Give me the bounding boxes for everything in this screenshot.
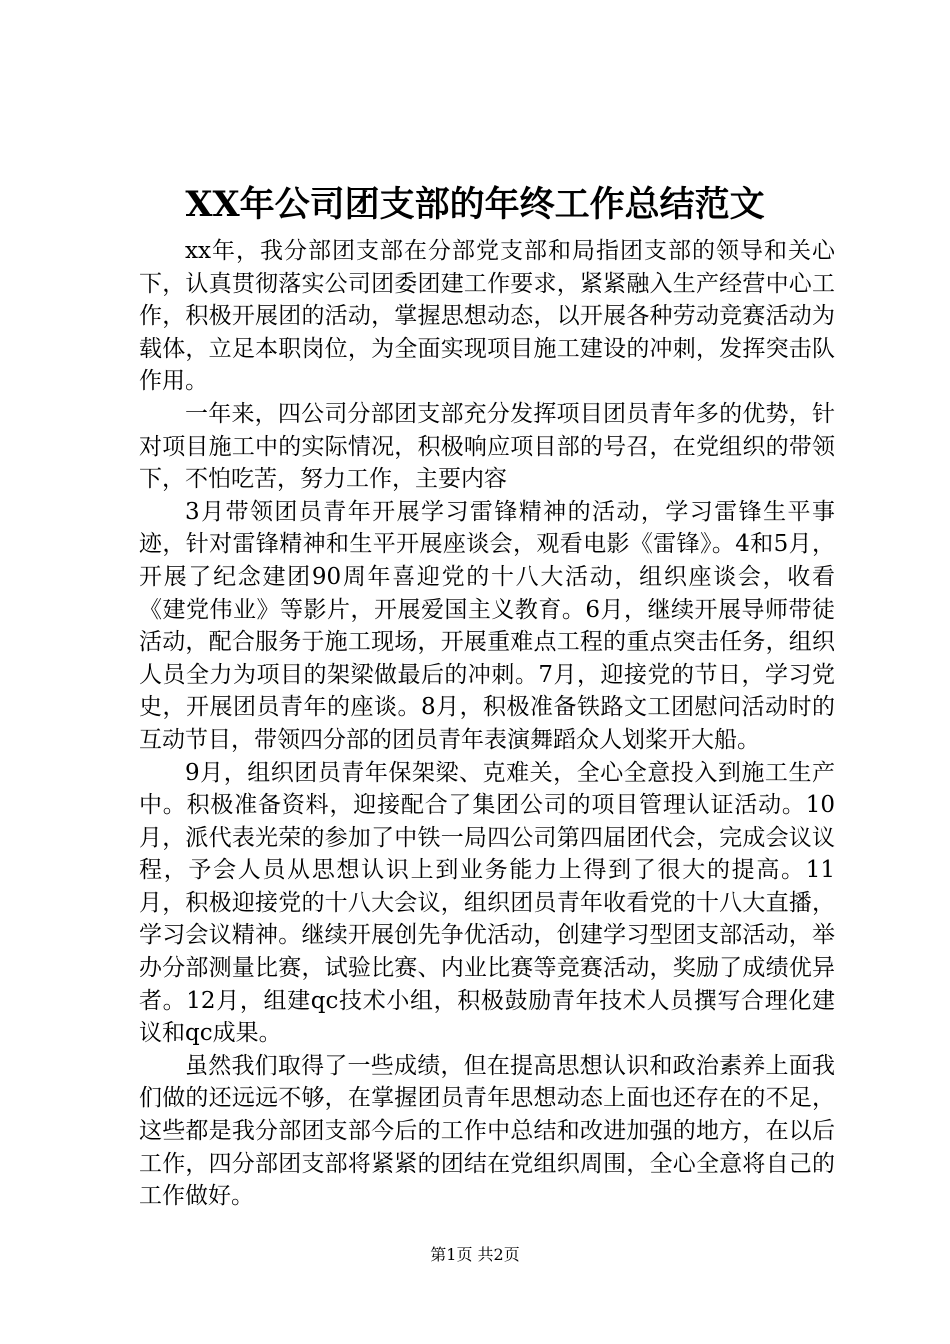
paragraph-4: 9月，组织团员青年保架梁、克难关，全心全意投入到施工生产中。积极准备资料，迎接配合了集团公司的项目管理认证活动。10月，派代表光荣的参加了中铁一局四公司第四届团代会，完成会议议程，予会人员从思想认识上到业务能力上得到了很大的提高。11月，积极迎接党的十八大会议，组织团员青年收看党的十八大直播，学习会议精神。继续开展创先争优活动，创建学习型团支部活动，举办分部测量比赛，试验比赛、内业比赛等竞赛活动，奖励了成绩优异者。12月，组建qc技术小组，积极鼓励青年技术人员撰写合理化建议和qc成果。 xyxy=(139,759,835,1047)
paragraph-3: 3月带领团员青年开展学习雷锋精神的活动，学习雷锋生平事迹，针对雷锋精神和生平开展座谈会，观看电影《雷锋》。4和5月，开展了纪念建团90周年喜迎党的十八大活动，组织座谈会，收看《建党伟业》等影片，开展爱国主义教育。6月，继续开展导师带徒活动，配合服务于施工现场，开展重难点工程的重点突击任务，组织人员全力为项目的架梁做最后的冲刺。7月，迎接党的节日，学习党史，开展团员青年的座谈。8月，积极准备铁路文工团慰问活动时的互动节目，带领四分部的团员青年表演舞蹈众人划桨开大船。 xyxy=(139,498,835,753)
page-number-footer: 第1页 共2页 xyxy=(430,1245,520,1264)
paragraph-5: 虽然我们取得了一些成绩，但在提高思想认识和政治素养上面我们做的还远远不够，在掌握团员青年思想动态上面也还存在的不足，这些都是我分部团支部今后的工作中总结和改进加强的地方，在以后工作，四分部团支部将紧紧的团结在党组织周围，全心全意将自己的工作做好。 xyxy=(139,1052,835,1210)
paragraph-2: 一年来，四公司分部团支部充分发挥项目团员青年多的优势，针对项目施工中的实际情况，积极响应项目部的号召，在党组织的带领下，不怕吃苦，努力工作，主要内容 xyxy=(139,400,835,493)
paragraph-1: xx年，我分部团支部在分部党支部和局指团支部的领导和关心下，认真贯彻落实公司团委团建工作要求，紧紧融入生产经营中心工作，积极开展团的活动，掌握思想动态，以开展各种劳动竞赛活动为载体，立足本职岗位，为全面实现项目施工建设的冲刺，发挥突击队作用。 xyxy=(139,238,835,395)
document-title: XX年公司团支部的年终工作总结范文 xyxy=(185,184,765,225)
document-body xyxy=(139,235,835,1213)
